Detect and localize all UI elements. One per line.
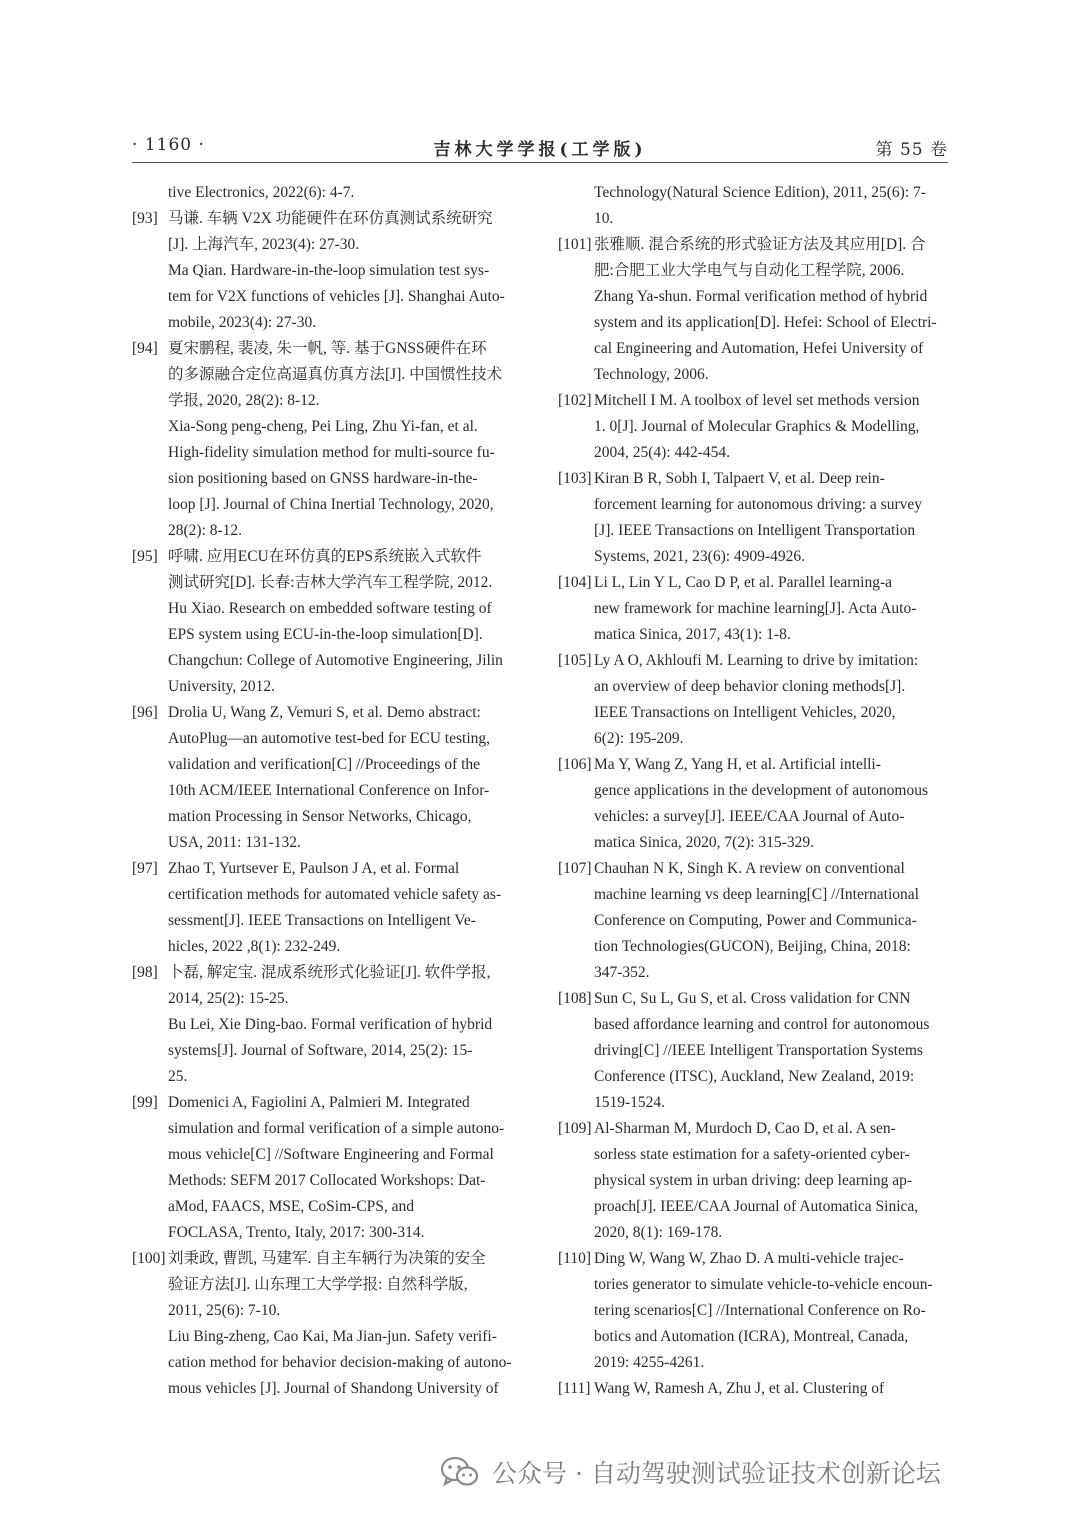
reference-line: 张雅顺. 混合系统的形式验证方法及其应用[D]. 合 [594,236,926,253]
reference-line: 10th ACM/IEEE International Conference on Infor- [168,782,490,799]
reference-line: FOCLASA, Trento, Italy, 2017: 300-314. [168,1224,425,1241]
reference-number: [96] [132,704,158,721]
reference-line: mous vehicle[C] //Software Engineering and Formal [168,1146,494,1163]
reference-line: Drolia U, Wang Z, Vemuri S, et al. Demo abstract: [168,704,481,721]
reference-line: 28(2): 8-12. [168,522,243,539]
reference-line: University, 2012. [168,678,276,695]
reference-line: AutoPlug—an automotive test-bed for ECU testing, [168,730,491,747]
reference-line: systems[J]. Journal of Software, 2014, 25(2): 15- [168,1042,473,1059]
reference-line: new framework for machine learning[J]. Acta Auto- [594,600,917,617]
reference-line: proach[J]. IEEE/CAA Journal of Automatica Sinica, [594,1198,919,1215]
reference-line: machine learning vs deep learning[C] //International [594,886,919,903]
reference-entry [558,232,948,388]
running-header [132,132,948,163]
reference-number: [108] [558,990,592,1007]
reference-line: Sun C, Su L, Gu S, et al. Cross validation for CNN [594,990,911,1007]
reference-entry [132,544,522,700]
reference-number: [97] [132,860,158,877]
references-right-column [558,180,948,1402]
reference-line: Wang W, Ramesh A, Zhu J, et al. Clustering of [594,1380,885,1397]
reference-line: validation and verification[C] //Proceedings of the [168,756,481,773]
reference-entry [132,700,522,856]
reference-line: mous vehicles [J]. Journal of Shandong University of [168,1380,499,1397]
reference-line: 6(2): 195-209. [594,730,684,747]
reference-number: [107] [558,860,592,877]
reference-line: an overview of deep behavior cloning methods[J]. [594,678,906,695]
reference-line: forcement learning for autonomous driving: a survey [594,496,922,513]
reference-line: [J]. 上海汽车, 2023(4): 27-30. [168,236,360,253]
references-left-column [132,180,522,1402]
reference-number: [93] [132,210,158,227]
wechat-icon [440,1456,480,1488]
reference-line: 测试研究[D]. 长春:吉林大学汽车工程学院, 2012. [168,574,493,591]
reference-entry [132,1090,522,1246]
reference-line: 学报, 2020, 28(2): 8-12. [168,392,320,409]
reference-entry [558,180,948,232]
reference-line: mobile, 2023(4): 27-30. [168,314,317,331]
reference-line: gence applications in the development of autonomous [594,782,929,799]
reference-line: 刘秉政, 曹凯, 马建军. 自主车辆行为决策的安全 [168,1250,486,1267]
reference-entry [558,986,948,1116]
reference-entry [132,960,522,1090]
reference-number: [100] [132,1250,166,1267]
reference-line: Chauhan N K, Singh K. A review on conventional [594,860,905,877]
reference-entry [558,466,948,570]
reference-line: Changchun: College of Automotive Engineering, Jilin [168,652,503,669]
reference-entry [132,336,522,544]
reference-line: 1519-1524. [594,1094,666,1111]
reference-number: [99] [132,1094,158,1111]
reference-number: [94] [132,340,158,357]
reference-line: loop [J]. Journal of China Inertial Technology, 2020, [168,496,494,513]
reference-line: based affordance learning and control for autonomous [594,1016,930,1033]
reference-line: 2014, 25(2): 15-25. [168,990,289,1007]
reference-line: certification methods for automated vehicle safety as- [168,886,502,903]
page-number: · 1160 · [132,135,205,155]
reference-line: tion Technologies(GUCON), Beijing, China, 2018: [594,938,911,955]
reference-line: tories generator to simulate vehicle-to-vehicle encoun- [594,1276,933,1293]
reference-line: 347-352. [594,964,650,981]
reference-line: sion positioning based on GNSS hardware-in-the- [168,470,478,487]
reference-line: 2004, 25(4): 442-454. [594,444,731,461]
reference-line: Bu Lei, Xie Ding-bao. Formal verification of hybrid [168,1016,493,1033]
reference-line: 肥:合肥工业大学电气与自动化工程学院, 2006. [594,262,905,279]
reference-number: [110] [558,1250,591,1267]
reference-line: Technology(Natural Science Edition), 2011, 25(6): 7- [594,184,926,201]
reference-line: cation method for behavior decision-making of autono- [168,1354,512,1371]
reference-line: 卜磊, 解定宝. 混成系统形式化验证[J]. 软件学报, [168,964,491,981]
reference-entry [558,752,948,856]
reference-line: Liu Bing-zheng, Cao Kai, Ma Jian-jun. Safety verifi- [168,1328,497,1345]
reference-number: [102] [558,392,592,409]
reference-line: mation Processing in Sensor Networks, Chicago, [168,808,472,825]
reference-line: Ma Qian. Hardware-in-the-loop simulation test sys- [168,262,490,279]
reference-line: Zhang Ya-shun. Formal verification method of hybrid [594,288,928,305]
reference-line: Zhao T, Yurtsever E, Paulson J A, et al. Formal [168,860,460,877]
reference-line: tem for V2X functions of vehicles [J]. Shanghai Auto- [168,288,505,305]
reference-line: 验证方法[J]. 山东理工大学学报: 自然科学版, [168,1276,468,1293]
volume-label: 第 55 卷 [875,140,948,160]
reference-line: Xia-Song peng-cheng, Pei Ling, Zhu Yi-fan, et al. [168,418,478,435]
reference-line: tering scenarios[C] //International Conference on Ro- [594,1302,926,1319]
reference-number: [95] [132,548,158,565]
reference-entry [558,1246,948,1376]
reference-line: Domenici A, Fagiolini A, Palmieri M. Integrated [168,1094,470,1111]
reference-line: tive Electronics, 2022(6): 4-7. [168,184,355,201]
reference-line: system and its application[D]. Hefei: School of Electri- [594,314,937,331]
reference-line: High-fidelity simulation method for multi-source fu- [168,444,495,461]
reference-line: 25. [168,1068,188,1085]
reference-line: Systems, 2021, 23(6): 4909-4926. [594,548,805,565]
reference-entry [558,1116,948,1246]
reference-line: Technology, 2006. [594,366,709,383]
reference-line: sorless state estimation for a safety-oriented cyber- [594,1146,910,1163]
reference-line: Kiran B R, Sobh I, Talpaert V, et al. Deep rein- [594,470,885,487]
reference-number: [105] [558,652,592,669]
reference-number: [111] [558,1380,591,1397]
reference-line: Al-Sharman M, Murdoch D, Cao D, et al. A sen- [594,1120,896,1137]
reference-line: 夏宋鹏程, 裴凌, 朱一帆, 等. 基于GNSS硬件在环 [168,340,487,357]
reference-line: 的多源融合定位高逼真仿真方法[J]. 中国惯性技术 [168,366,503,383]
reference-line: Mitchell I M. A toolbox of level set methods version [594,392,920,409]
reference-line: Methods: SEFM 2017 Collocated Workshops: Dat- [168,1172,486,1189]
reference-entry [558,570,948,648]
reference-line: Conference (ITSC), Auckland, New Zealand, 2019: [594,1068,915,1085]
reference-line: physical system in urban driving: deep learning ap- [594,1172,913,1189]
reference-line: USA, 2011: 131-132. [168,834,301,851]
reference-line: driving[C] //IEEE Intelligent Transportation Systems [594,1042,923,1059]
reference-line: simulation and formal verification of a simple autono- [168,1120,505,1137]
reference-number: [103] [558,470,592,487]
reference-entry [558,648,948,752]
wechat-footer [440,1452,941,1492]
journal-title: 吉林大学学报(工学版) [433,140,647,160]
reference-entry [132,856,522,960]
reference-entry [558,388,948,466]
reference-line: 2019: 4255-4261. [594,1354,705,1371]
reference-number: [106] [558,756,592,773]
footer-text: 公众号 · 自动驾驶测试验证技术创新论坛 [492,1459,941,1488]
reference-line: sessment[J]. IEEE Transactions on Intelligent Ve- [168,912,476,929]
reference-number: [104] [558,574,592,591]
reference-line: 1. 0[J]. Journal of Molecular Graphics & Modelling, [594,418,920,435]
reference-number: [109] [558,1120,592,1137]
reference-line: matica Sinica, 2017, 43(1): 1-8. [594,626,791,643]
reference-line: 2020, 8(1): 169-178. [594,1224,723,1241]
reference-entry [558,856,948,986]
reference-number: [101] [558,236,592,253]
reference-entry [558,1376,948,1402]
reference-line: Ly A O, Akhloufi M. Learning to drive by imitation: [594,652,919,669]
reference-line: 马谦. 车辆 V2X 功能硬件在环仿真测试系统研究 [168,210,493,227]
reference-line: Ding W, Wang W, Zhao D. A multi-vehicle trajec- [594,1250,904,1267]
reference-line: EPS system using ECU-in-the-loop simulation[D]. [168,626,483,643]
reference-entry [132,180,522,206]
reference-line: Ma Y, Wang Z, Yang H, et al. Artificial intelli- [594,756,881,773]
reference-entry [132,206,522,336]
reference-line: matica Sinica, 2020, 7(2): 315-329. [594,834,814,851]
reference-line: botics and Automation (ICRA), Montreal, Canada, [594,1328,909,1345]
reference-line: [J]. IEEE Transactions on Intelligent Transportation [594,522,916,539]
reference-line: vehicles: a survey[J]. IEEE/CAA Journal of Auto- [594,808,905,825]
reference-line: Li L, Lin Y L, Cao D P, et al. Parallel learning-a [594,574,893,591]
reference-line: 2011, 25(6): 7-10. [168,1302,281,1319]
reference-entry [132,1246,522,1402]
reference-line: IEEE Transactions on Intelligent Vehicles, 2020, [594,704,896,721]
reference-line: Hu Xiao. Research on embedded software testing of [168,600,492,617]
reference-line: Conference on Computing, Power and Communica- [594,912,917,929]
reference-number: [98] [132,964,158,981]
reference-line: 呼啸. 应用ECU在环仿真的EPS系统嵌入式软件 [168,548,482,565]
reference-line: 10. [594,210,614,227]
reference-line: cal Engineering and Automation, Hefei University of [594,340,924,357]
reference-line: aMod, FAACS, MSE, CoSim-CPS, and [168,1198,415,1215]
reference-line: hicles, 2022 ,8(1): 232-249. [168,938,341,955]
